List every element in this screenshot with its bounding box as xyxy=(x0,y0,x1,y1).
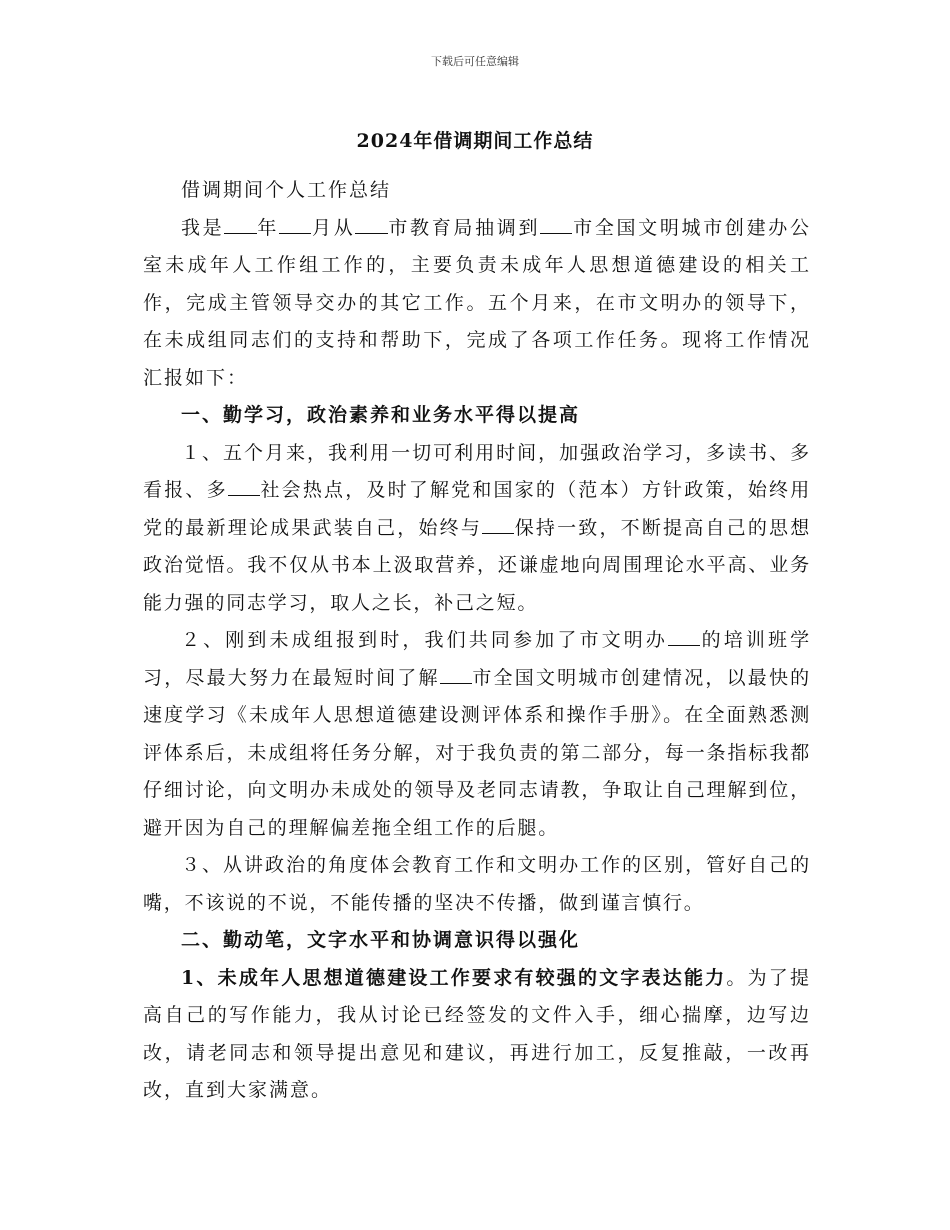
document-title: 2024年借调期间工作总结 xyxy=(356,130,594,152)
blank-underline xyxy=(228,478,260,496)
blank-underline xyxy=(224,215,256,233)
blank-underline xyxy=(440,665,472,683)
section1-item1: １、五个月来，我利用一切可利用时间，加强政治学习，多读书、多看报、多 社会热点，及时了解党和国家的（范本）方针政策，始终用党的最新理论成果武装自己，始终与 保持一致，不断提高自己的思想政治觉悟。我不仅从书本上汲取营养，还谦虚地向周围理论水平高、业务能力强的同志学习，取人之长，补己之短。 xyxy=(143,441,811,614)
blank-underline xyxy=(355,215,387,233)
document-body xyxy=(143,172,811,1110)
blank-underline xyxy=(482,515,514,533)
intro-paragraph: 我是 年 月从 市教育局抽调到 市全国文明城市创建办公室未成年人工作组工作的，主要负责未成年人思想道德建设的相关工作，完成主管领导交办的其它工作。五个月来，在市文明办的领导下，在未成组同志们的支持和帮助下，完成了各项工作任务。现将工作情况汇报如下： xyxy=(143,216,811,389)
page-header: 下载后可任意编辑 xyxy=(431,55,519,68)
subtitle: 借调期间个人工作总结 xyxy=(181,179,392,201)
section-heading-2: 二、勤动笔，文字水平和协调意识得以强化 xyxy=(181,929,581,951)
blank-underline xyxy=(668,628,700,646)
section2-item1: 1、未成年人思想道德建设工作要求有较强的文字表达能力。为了提高自己的写作能力，我从讨论已经签发的文件入手，细心揣摩，边写边改，请老同志和领导提出意见和建议，再进行加工，反复推敲，一改再改，直到大家满意。 xyxy=(143,966,811,1101)
section1-item2: ２、刚到未成组报到时，我们共同参加了市文明办 的培训班学习，尽最大努力在最短时间了解 市全国文明城市创建情况，以最快的速度学习《未成年人思想道德建设测评体系和操作手册》。在全面熟悉测评体系后，未成组将任务分解，对于我负责的第二部分，每一条指标我都仔细讨论，向文明办未成处的领导及老同志请教，争取让自己理解到位，避开因为自己的理解偏差拖全组工作的后腿。 xyxy=(143,629,811,839)
blank-underline xyxy=(540,215,572,233)
blank-underline xyxy=(279,215,311,233)
section1-item3: ３、从讲政治的角度体会教育工作和文明办工作的区别，管好自己的嘴，不该说的不说，不能传播的坚决不传播，做到谨言慎行。 xyxy=(143,854,811,914)
section-heading-1: 一、勤学习，政治素养和业务水平得以提高 xyxy=(181,404,581,426)
